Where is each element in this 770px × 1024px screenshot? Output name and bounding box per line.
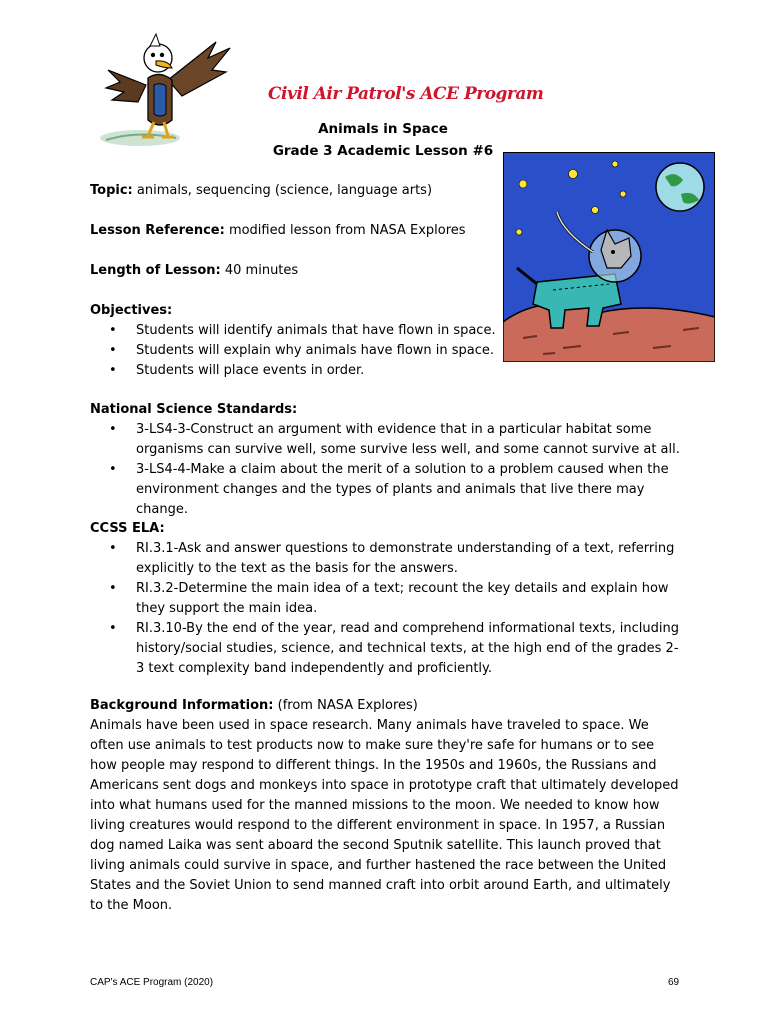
reference-line bbox=[90, 221, 680, 241]
page-number: 69 bbox=[668, 977, 680, 988]
reference-label: Lesson Reference: bbox=[90, 223, 225, 238]
list-item: • 3-LS4-4-Make a claim about the merit of a solution to a problem caused when the environment changes and the types of plants and animals that live there may change. bbox=[136, 460, 680, 520]
background-heading bbox=[90, 696, 680, 716]
length-label: Length of Lesson: bbox=[90, 263, 221, 278]
length-value: 40 minutes bbox=[224, 263, 299, 278]
ccss-label: CCSS ELA: bbox=[90, 521, 165, 536]
footer-program: CAP's ACE Program (2020) bbox=[90, 977, 214, 988]
topic-value: animals, sequencing (science, language arts) bbox=[136, 183, 433, 198]
background-label: Background Information: bbox=[90, 698, 274, 713]
background-section bbox=[90, 696, 680, 916]
objectives-label: Objectives: bbox=[90, 303, 173, 318]
list-item: • RI.3.1-Ask and answer questions to demonstrate understanding of a text, referring explicitly to the text as the basis for the answers. bbox=[136, 539, 680, 579]
list-item: • Students will identify animals that have flown in space. bbox=[136, 321, 500, 341]
list-item: • RI.3.10-By the end of the year, read and comprehend informational texts, including history/social studies, science, and technical texts, at the high end of the grades 2-3 text complexity band independently and proficiently. bbox=[136, 619, 680, 679]
ccss-section bbox=[90, 519, 680, 679]
objectives-list bbox=[90, 321, 500, 381]
objectives-section bbox=[90, 301, 500, 381]
topic-line bbox=[90, 181, 680, 201]
standards-list bbox=[90, 420, 680, 520]
list-item: • Students will explain why animals have flown in space. bbox=[136, 341, 500, 361]
lesson-title: Animals in Space bbox=[318, 121, 448, 137]
reference-value: modified lesson from NASA Explores bbox=[228, 223, 466, 238]
list-item: • 3-LS4-3-Construct an argument with evidence that in a particular habitat some organisms can survive well, some survive less well, and some cannot survive at all. bbox=[136, 420, 680, 460]
program-title: Civil Air Patrol's ACE Program bbox=[268, 84, 544, 104]
background-source: (from NASA Explores) bbox=[277, 698, 418, 713]
length-line bbox=[90, 261, 680, 281]
standards-label: National Science Standards: bbox=[90, 402, 298, 417]
topic-label: Topic: bbox=[90, 183, 133, 198]
list-item: • Students will place events in order. bbox=[136, 361, 500, 381]
background-paragraph: Animals have been used in space research. Many animals have traveled to space. We often use animals to test products now to make sure they're safe for humans or to see how people may respond to different things. In the 1950s and 1960s, the Russians and Americans sent dogs and monkeys into space in prototype craft that ultimately developed into what humans used for the manned missions to the moon. We needed to know how living creatures would respond to the different environment in space. In 1957, a Russian dog named Laika was sent aboard the second Sputnik satellite. This launch proved that living animals could survive in space, and further hastened the race between the United States and the Soviet Union to send manned craft into orbit around Earth, and ultimately to the Moon. bbox=[90, 718, 679, 913]
ccss-list bbox=[90, 539, 680, 679]
lesson-subtitle: Grade 3 Academic Lesson #6 bbox=[272, 143, 494, 159]
list-item: • RI.3.2-Determine the main idea of a text; recount the key details and explain how they support the main idea. bbox=[136, 579, 680, 619]
standards-section bbox=[90, 400, 680, 520]
eagle-mascot-illustration bbox=[98, 30, 238, 150]
